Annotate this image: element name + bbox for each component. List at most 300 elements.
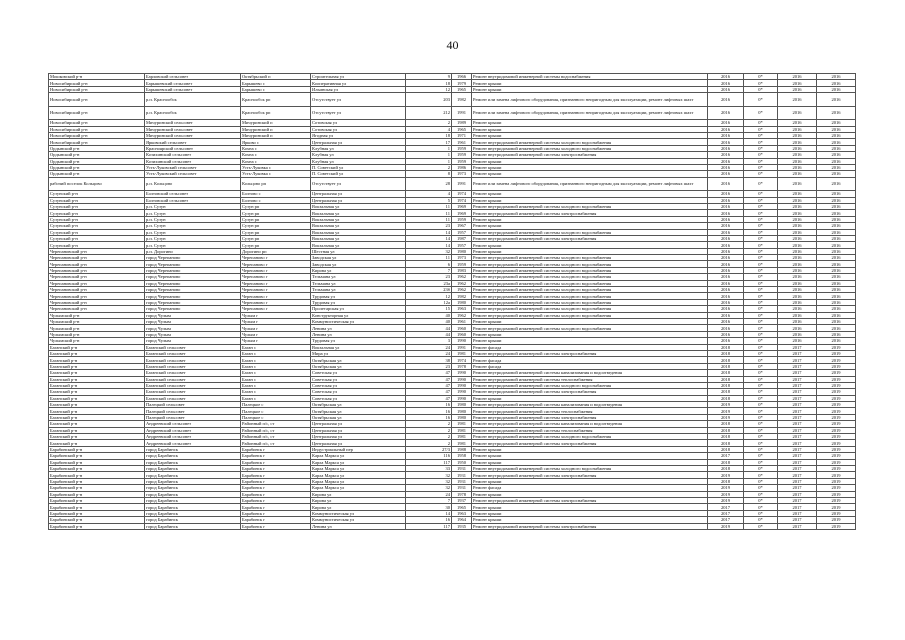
cell-district: Новосибирский р-н <box>49 120 145 126</box>
cell-settlement: Болтовский сельсовет <box>145 191 241 197</box>
cell-settlement: Барловский сельсовет <box>145 74 241 80</box>
cell-flag: 0* <box>744 242 778 248</box>
cell-year-built: 1980 <box>452 414 472 420</box>
cell-district: Баганский р-н <box>49 350 145 356</box>
cell-year-built: 1961 <box>452 139 472 145</box>
cell-period-end: 2016 <box>817 177 856 191</box>
cell-house: 12 <box>406 293 452 299</box>
cell-street: Отсутствует ул <box>311 93 406 107</box>
cell-period-start: 2016 <box>778 177 817 191</box>
cell-year-built: 1981 <box>452 350 472 356</box>
cell-period-start: 2016 <box>778 235 817 241</box>
cell-locality: Барабинск г <box>241 517 311 523</box>
cell-plan-year: 2016 <box>708 299 744 305</box>
cell-house: 47 <box>406 376 452 382</box>
cell-district: Баганский р-н <box>49 414 145 420</box>
cell-period-end: 2016 <box>817 235 856 241</box>
cell-locality: Барабинск г <box>241 446 311 452</box>
cell-work-type: Ремонт внутридомовой инженерной системы электроснабжения <box>472 497 708 503</box>
cell-year-built: 1962 <box>452 287 472 293</box>
cell-period-start: 2016 <box>778 306 817 312</box>
cell-period-start: 2016 <box>778 248 817 254</box>
cell-locality: Баган с <box>241 389 311 395</box>
cell-flag: 0* <box>744 191 778 197</box>
cell-house: 2 <box>406 427 452 433</box>
cell-period-end: 2016 <box>817 139 856 145</box>
cell-period-start: 2017 <box>778 440 817 446</box>
cell-settlement: Баганский сельсовет <box>145 376 241 382</box>
cell-year-built: 1980 <box>452 402 472 408</box>
cell-plan-year: 2018 <box>708 459 744 465</box>
cell-work-type: Ремонт крыши <box>472 197 708 203</box>
cell-street: Вокзальная ул <box>311 210 406 216</box>
cell-street: П. Советский ул <box>311 164 406 170</box>
cell-period-start: 2016 <box>778 261 817 267</box>
cell-year-built: 1989 <box>452 120 472 126</box>
cell-period-end: 2016 <box>817 280 856 286</box>
cell-plan-year: 2016 <box>708 86 744 92</box>
cell-district: Черепановский р-н <box>49 267 145 273</box>
cell-plan-year: 2018 <box>708 363 744 369</box>
cell-settlement: р.п. Сузун <box>145 223 241 229</box>
cell-flag: 0* <box>744 376 778 382</box>
cell-house: 7 <box>406 267 452 273</box>
cell-period-start: 2016 <box>778 191 817 197</box>
cell-flag: 0* <box>744 465 778 471</box>
cell-locality: Усть-Луковка с <box>241 171 311 177</box>
cell-year-built: 1982 <box>452 93 472 107</box>
cell-street: Вокзальная ул <box>311 242 406 248</box>
cell-locality: Барабинск г <box>241 504 311 510</box>
cell-district: Новосибирский р-н <box>49 80 145 86</box>
cell-settlement: р.п. Кольцово <box>145 177 241 191</box>
cell-locality: Баган с <box>241 357 311 363</box>
cell-house: 23 <box>406 223 452 229</box>
cell-work-type: Ремонт внутридомовой инженерной системы холодного водоснабжения <box>472 293 708 299</box>
cell-street: Центральная ул <box>311 434 406 440</box>
cell-settlement: город Черепаново <box>145 255 241 261</box>
cell-plan-year: 2018 <box>708 382 744 388</box>
cell-street: Ильинская ул <box>311 86 406 92</box>
cell-settlement: город Черепаново <box>145 306 241 312</box>
cell-year-built: 1965 <box>452 504 472 510</box>
cell-work-type: Ремонт внутридомовой инженерной системы холодного водоснабжения <box>472 255 708 261</box>
cell-district: Барабинский р-н <box>49 459 145 465</box>
cell-settlement: город Чулым <box>145 338 241 344</box>
cell-locality: Барабинск г <box>241 485 311 491</box>
cell-period-end: 2016 <box>817 158 856 164</box>
cell-plan-year: 2016 <box>708 280 744 286</box>
cell-street: Вокзальная ул <box>311 235 406 241</box>
cell-house: 11 <box>406 210 452 216</box>
cell-work-type: Ремонт крыши <box>472 216 708 222</box>
cell-settlement: Козихинский сельсовет <box>145 158 241 164</box>
cell-street: Советская ул <box>311 395 406 401</box>
cell-work-type: Ремонт внутридомовой инженерной системы холодного водоснабжения <box>472 274 708 280</box>
cell-house: 16 <box>406 517 452 523</box>
cell-district: Новосибирский р-н <box>49 86 145 92</box>
cell-plan-year: 2016 <box>708 229 744 235</box>
cell-district: Баганский р-н <box>49 434 145 440</box>
cell-period-start: 2016 <box>778 197 817 203</box>
cell-house: 14 <box>406 235 452 241</box>
cell-street: Кирова ул <box>311 267 406 273</box>
cell-year-built: 1991 <box>452 177 472 191</box>
cell-flag: 0* <box>744 132 778 138</box>
cell-flag: 0* <box>744 491 778 497</box>
cell-year-built: 1966 <box>452 74 472 80</box>
cell-house: 12 <box>406 86 452 92</box>
cell-flag: 0* <box>744 287 778 293</box>
cell-district: Барабинский р-н <box>49 491 145 497</box>
cell-period-end: 2019 <box>817 427 856 433</box>
cell-settlement: Мичуринский сельсовет <box>145 126 241 132</box>
cell-year-built: 1981 <box>452 421 472 427</box>
cell-plan-year: 2016 <box>708 216 744 222</box>
cell-street: Кооперативная ул <box>311 80 406 86</box>
cell-locality: Барабинск г <box>241 497 311 503</box>
cell-plan-year: 2016 <box>708 139 744 145</box>
cell-street: Карла Маркса ул <box>311 459 406 465</box>
cell-house: 23 <box>406 274 452 280</box>
cell-year-built: 1965 <box>452 86 472 92</box>
cell-work-type: Ремонт крыши <box>472 223 708 229</box>
cell-street: Мира ул <box>311 350 406 356</box>
cell-plan-year: 2016 <box>708 106 744 120</box>
cell-district: Мошковский р-н <box>49 74 145 80</box>
cell-locality: Сузун рп <box>241 210 311 216</box>
cell-period-end: 2019 <box>817 370 856 376</box>
cell-street: Клубная ул <box>311 145 406 151</box>
cell-period-start: 2017 <box>778 517 817 523</box>
repair-program-table <box>48 73 856 530</box>
cell-house: 14 <box>406 229 452 235</box>
cell-street: Вокзальная ул <box>311 216 406 222</box>
cell-house: 4 <box>406 191 452 197</box>
cell-period-end: 2019 <box>817 408 856 414</box>
cell-year-built: 1959 <box>452 145 472 151</box>
cell-house: 212 <box>406 106 452 120</box>
cell-plan-year: 2016 <box>708 287 744 293</box>
cell-plan-year: 2019 <box>708 497 744 503</box>
cell-house: 47 <box>406 389 452 395</box>
cell-house: 44 <box>406 325 452 331</box>
cell-flag: 0* <box>744 357 778 363</box>
cell-period-start: 2016 <box>778 299 817 305</box>
cell-street: Ягодная ул <box>311 132 406 138</box>
cell-period-start: 2016 <box>778 338 817 344</box>
cell-period-start: 2016 <box>778 223 817 229</box>
cell-flag: 0* <box>744 267 778 273</box>
cell-period-start: 2017 <box>778 421 817 427</box>
cell-street: Октябрьская ул <box>311 363 406 369</box>
cell-period-start: 2016 <box>778 267 817 273</box>
cell-period-start: 2017 <box>778 465 817 471</box>
cell-district: Чулымский р-н <box>49 331 145 337</box>
cell-period-start: 2016 <box>778 120 817 126</box>
cell-year-built: 1990 <box>452 395 472 401</box>
cell-locality: Баган с <box>241 382 311 388</box>
cell-work-type: Ремонт крыши <box>472 510 708 516</box>
cell-period-start: 2016 <box>778 293 817 299</box>
cell-plan-year: 2018 <box>708 344 744 350</box>
cell-district: Сузунский р-н <box>49 203 145 209</box>
cell-year-built: 1971 <box>452 132 472 138</box>
cell-period-end: 2016 <box>817 106 856 120</box>
cell-district: Черепановский р-н <box>49 306 145 312</box>
cell-work-type: Ремонт внутридомовой инженерной системы электроснабжения <box>472 210 708 216</box>
cell-work-type: Ремонт или замена лифтового оборудования, признанного непригодным для эксплуатации, ремонт лифтовых шахт <box>472 106 708 120</box>
cell-settlement: Баганский сельсовет <box>145 370 241 376</box>
cell-flag: 0* <box>744 325 778 331</box>
cell-period-end: 2019 <box>817 472 856 478</box>
cell-district: Черепановский р-н <box>49 280 145 286</box>
cell-flag: 0* <box>744 472 778 478</box>
cell-period-end: 2019 <box>817 453 856 459</box>
cell-settlement: Баганский сельсовет <box>145 389 241 395</box>
cell-settlement: р.п. Дорогино <box>145 248 241 254</box>
cell-work-type: Ремонт фасада <box>472 357 708 363</box>
cell-flag: 0* <box>744 319 778 325</box>
cell-year-built: 1962 <box>452 312 472 318</box>
cell-flag: 0* <box>744 177 778 191</box>
cell-settlement: город Черепаново <box>145 287 241 293</box>
cell-work-type: Ремонт внутридомовой инженерной системы холодного водоснабжения <box>472 312 708 318</box>
cell-street: Вокзальная ул <box>311 223 406 229</box>
cell-street: Трудовая ул <box>311 299 406 305</box>
cell-district: Ордынский р-н <box>49 145 145 151</box>
cell-settlement: город Черепаново <box>145 293 241 299</box>
cell-district: Черепановский р-н <box>49 299 145 305</box>
cell-plan-year: 2016 <box>708 171 744 177</box>
cell-year-built: 1962 <box>452 274 472 280</box>
cell-plan-year: 2016 <box>708 338 744 344</box>
cell-year-built: 1974 <box>452 357 472 363</box>
cell-year-built: 1980 <box>452 408 472 414</box>
cell-house: 8 <box>406 171 452 177</box>
cell-year-built: 1973 <box>452 255 472 261</box>
cell-plan-year: 2018 <box>708 421 744 427</box>
cell-flag: 0* <box>744 485 778 491</box>
cell-year-built: 1931 <box>452 472 472 478</box>
cell-settlement: Мичуринский сельсовет <box>145 120 241 126</box>
cell-plan-year: 2018 <box>708 376 744 382</box>
cell-house: 24 <box>406 344 452 350</box>
cell-flag: 0* <box>744 504 778 510</box>
cell-period-start: 2016 <box>778 164 817 170</box>
cell-plan-year: 2017 <box>708 510 744 516</box>
cell-work-type: Ремонт внутридомовой инженерной системы теплоснабжения <box>472 408 708 414</box>
cell-district: Барабинский р-н <box>49 478 145 484</box>
cell-street: Карла Маркса ул <box>311 453 406 459</box>
cell-period-start: 2017 <box>778 414 817 420</box>
cell-plan-year: 2019 <box>708 402 744 408</box>
cell-house: 5 <box>406 197 452 203</box>
cell-period-start: 2016 <box>778 229 817 235</box>
cell-house: 203 <box>406 93 452 107</box>
cell-work-type: Ремонт внутридомовой инженерной системы электроснабжения <box>472 440 708 446</box>
cell-work-type: Ремонт крыши <box>472 478 708 484</box>
cell-year-built: 1964 <box>452 517 472 523</box>
cell-house: 7 <box>406 497 452 503</box>
cell-district: Баганский р-н <box>49 344 145 350</box>
cell-street: Октябрьская ул <box>311 408 406 414</box>
cell-year-built: 1990 <box>452 382 472 388</box>
cell-house: 32 <box>406 478 452 484</box>
cell-settlement: город Чулым <box>145 312 241 318</box>
cell-house: 27/3 <box>406 446 452 452</box>
cell-period-start: 2016 <box>778 106 817 120</box>
cell-period-end: 2016 <box>817 86 856 92</box>
cell-district: Барабинский р-н <box>49 446 145 452</box>
cell-district: Барабинский р-н <box>49 453 145 459</box>
cell-locality: Кохна с <box>241 158 311 164</box>
cell-locality: Сузун рп <box>241 223 311 229</box>
cell-period-end: 2016 <box>817 325 856 331</box>
cell-period-start: 2016 <box>778 80 817 86</box>
cell-work-type: Ремонт внутридомовой инженерной системы холодного водоснабжения <box>472 229 708 235</box>
cell-plan-year: 2016 <box>708 248 744 254</box>
cell-settlement: город Барабинск <box>145 472 241 478</box>
cell-plan-year: 2018 <box>708 434 744 440</box>
cell-locality: Барышево с <box>241 80 311 86</box>
cell-plan-year: 2018 <box>708 465 744 471</box>
cell-work-type: Ремонт внутридомовой инженерной системы канализования и водоотведения <box>472 370 708 376</box>
cell-street: Коммунистическая ул <box>311 517 406 523</box>
cell-locality: Черепаново г <box>241 267 311 273</box>
cell-period-end: 2016 <box>817 306 856 312</box>
cell-flag: 0* <box>744 414 778 420</box>
cell-house: 11 <box>406 216 452 222</box>
cell-district: Баганский р-н <box>49 427 145 433</box>
cell-year-built: 1979 <box>452 80 472 86</box>
cell-flag: 0* <box>744 382 778 388</box>
cell-settlement: город Черепаново <box>145 261 241 267</box>
cell-street: Ленина ул <box>311 523 406 529</box>
cell-settlement: город Чулым <box>145 331 241 337</box>
cell-street: Октябрьская ул <box>311 402 406 408</box>
cell-district: Барабинский р-н <box>49 510 145 516</box>
cell-flag: 0* <box>744 395 778 401</box>
cell-year-built: 1981 <box>452 440 472 446</box>
cell-period-start: 2017 <box>778 427 817 433</box>
cell-flag: 0* <box>744 299 778 305</box>
cell-street: Карла Маркса ул <box>311 485 406 491</box>
cell-plan-year: 2017 <box>708 504 744 510</box>
cell-work-type: Ремонт крыши <box>472 319 708 325</box>
cell-house: 2 <box>406 434 452 440</box>
cell-period-start: 2017 <box>778 395 817 401</box>
cell-period-start: 2017 <box>778 363 817 369</box>
cell-street: Центральная ул <box>311 427 406 433</box>
cell-year-built: 1959 <box>452 261 472 267</box>
cell-plan-year: 2016 <box>708 93 744 107</box>
cell-district: Черепановский р-н <box>49 287 145 293</box>
cell-plan-year: 2016 <box>708 126 744 132</box>
cell-period-end: 2016 <box>817 216 856 222</box>
cell-street: Отсутствует ул <box>311 177 406 191</box>
cell-settlement: Усть-Луковский сельсовет <box>145 164 241 170</box>
cell-street: Советская ул <box>311 370 406 376</box>
cell-plan-year: 2019 <box>708 408 744 414</box>
cell-period-end: 2016 <box>817 229 856 235</box>
cell-plan-year: 2016 <box>708 197 744 203</box>
cell-period-end: 2016 <box>817 331 856 337</box>
cell-locality: Барабинск г <box>241 453 311 459</box>
cell-street: Центральная ул <box>311 440 406 446</box>
table-row <box>49 106 856 120</box>
cell-settlement: город Барабинск <box>145 478 241 484</box>
cell-district: Новосибирский р-н <box>49 139 145 145</box>
cell-period-start: 2017 <box>778 402 817 408</box>
cell-period-end: 2016 <box>817 312 856 318</box>
cell-street: Вокзальная ул <box>311 344 406 350</box>
cell-house: 32 <box>406 472 452 478</box>
cell-year-built: 1937 <box>452 497 472 503</box>
cell-settlement: город Барабинск <box>145 446 241 452</box>
cell-district: Новосибирский р-н <box>49 106 145 120</box>
cell-house: 11 <box>406 255 452 261</box>
cell-period-end: 2019 <box>817 523 856 529</box>
cell-year-built: 1990 <box>452 338 472 344</box>
cell-work-type: Ремонт внутридомовой инженерной системы электроснабжения <box>472 350 708 356</box>
cell-flag: 0* <box>744 164 778 170</box>
cell-period-start: 2016 <box>778 319 817 325</box>
cell-settlement: Баганский сельсовет <box>145 363 241 369</box>
cell-work-type: Ремонт внутридомовой инженерной системы холодного водоснабжения <box>472 465 708 471</box>
cell-flag: 0* <box>744 235 778 241</box>
cell-year-built: 1963 <box>452 306 472 312</box>
cell-house: 32 <box>406 485 452 491</box>
cell-street: Клубная ул <box>311 158 406 164</box>
cell-district: Чулымский р-н <box>49 325 145 331</box>
cell-locality: Палецкое с <box>241 414 311 420</box>
cell-period-start: 2016 <box>778 210 817 216</box>
cell-settlement: р.п. Сузун <box>145 203 241 209</box>
cell-period-start: 2017 <box>778 485 817 491</box>
cell-district: Чулымский р-н <box>49 338 145 344</box>
cell-period-start: 2016 <box>778 86 817 92</box>
cell-settlement: город Чулым <box>145 325 241 331</box>
cell-locality: Барабинск г <box>241 510 311 516</box>
cell-settlement: город Чулым <box>145 319 241 325</box>
cell-period-end: 2016 <box>817 171 856 177</box>
cell-district: Барабинский р-н <box>49 504 145 510</box>
cell-locality: Черепаново г <box>241 255 311 261</box>
cell-house: 9 <box>406 74 452 80</box>
cell-period-start: 2016 <box>778 312 817 318</box>
cell-flag: 0* <box>744 158 778 164</box>
cell-work-type: Ремонт внутридомовой инженерной системы холодного водоснабжения <box>472 299 708 305</box>
cell-period-end: 2016 <box>817 274 856 280</box>
cell-district: Баганский р-н <box>49 357 145 363</box>
cell-period-end: 2019 <box>817 517 856 523</box>
cell-house: 14 <box>406 242 452 248</box>
cell-locality: Районный п/с, ст <box>241 421 311 427</box>
cell-settlement: Андреевский сельсовет <box>145 421 241 427</box>
cell-year-built: 1986 <box>452 164 472 170</box>
cell-district: Баганский р-н <box>49 363 145 369</box>
cell-flag: 0* <box>744 274 778 280</box>
cell-flag: 0* <box>744 344 778 350</box>
cell-house: 2 <box>406 164 452 170</box>
cell-period-start: 2016 <box>778 158 817 164</box>
cell-period-start: 2017 <box>778 478 817 484</box>
cell-period-start: 2016 <box>778 93 817 107</box>
cell-settlement: р.п. Сузун <box>145 242 241 248</box>
cell-year-built: 1935 <box>452 523 472 529</box>
cell-year-built: 1931 <box>452 485 472 491</box>
